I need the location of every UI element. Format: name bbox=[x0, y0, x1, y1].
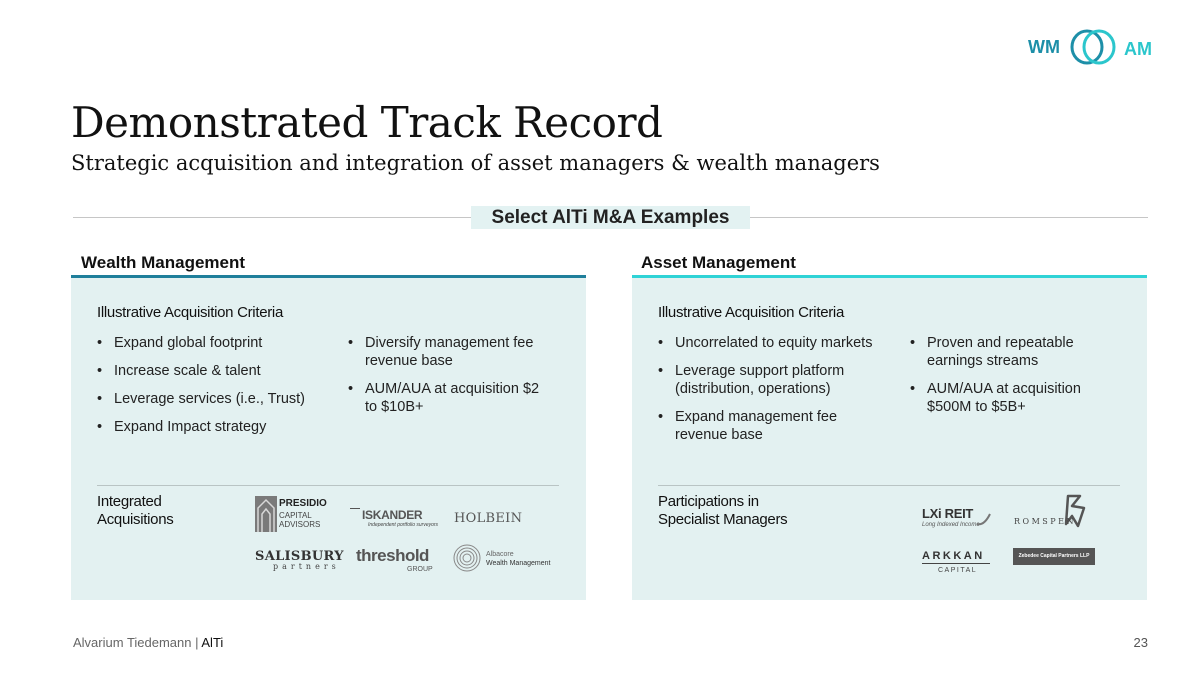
brand-am-text: AM bbox=[1124, 39, 1152, 59]
wealth-footer-line2: Acquisitions bbox=[97, 511, 174, 528]
arkkan-name: ARKKAN bbox=[922, 550, 985, 562]
salisbury-tagline: partners bbox=[273, 562, 340, 571]
wealth-criteria-list-left bbox=[97, 334, 332, 446]
wealth-footer-heading bbox=[97, 493, 173, 529]
lxi-name: LXi REIT bbox=[922, 506, 974, 521]
page-subtitle: Strategic acquisition and integration of asset managers & wealth managers bbox=[71, 151, 880, 175]
brand-logo bbox=[1026, 28, 1156, 66]
list-item: • Increase scale & talent bbox=[97, 362, 332, 380]
page-number: 23 bbox=[1133, 635, 1148, 650]
list-item: • AUM/AUA at acquisition $500M to $5B+ bbox=[910, 380, 1110, 416]
threshold-name: threshold bbox=[356, 546, 429, 565]
iskander-mark-icon bbox=[350, 508, 360, 514]
list-item: • Uncorrelated to equity markets bbox=[658, 334, 883, 352]
lxi-reit-logo bbox=[922, 506, 992, 530]
arkkan-logo bbox=[922, 550, 992, 578]
wealth-criteria-heading: Illustrative Acquisition Criteria bbox=[97, 304, 284, 321]
presidio-line3: ADVISORS bbox=[279, 520, 321, 529]
list-item: • Expand global footprint bbox=[97, 334, 332, 352]
wealth-criteria-list-right bbox=[348, 334, 553, 426]
list-item: • AUM/AUA at acquisition $2 to $10B+ bbox=[348, 380, 553, 416]
arkkan-rule bbox=[922, 563, 990, 564]
romspen-logo bbox=[1012, 494, 1092, 530]
brand-wm-text: WM bbox=[1028, 37, 1060, 57]
lxi-swoosh-icon bbox=[976, 512, 992, 526]
lxi-tagline: Long Indexed Income bbox=[922, 522, 980, 528]
presidio-line2: CAPITAL bbox=[279, 511, 312, 520]
romspen-name: ROMSPEN bbox=[1014, 517, 1076, 526]
asset-criteria-heading: Illustrative Acquisition Criteria bbox=[658, 304, 845, 321]
page-title: Demonstrated Track Record bbox=[71, 98, 663, 147]
asset-criteria-list-right bbox=[910, 334, 1110, 426]
list-item: • Diversify management fee revenue base bbox=[348, 334, 553, 370]
iskander-tagline: Independent portfolio surveyors bbox=[368, 522, 439, 528]
footer-company-short: AlTi bbox=[201, 635, 224, 650]
presidio-logo bbox=[255, 496, 327, 532]
asset-heading: Asset Management bbox=[641, 253, 796, 272]
threshold-logo bbox=[356, 546, 432, 576]
iskander-logo bbox=[350, 508, 440, 530]
asset-footer-divider bbox=[658, 485, 1120, 486]
salisbury-name: SALISBURY bbox=[255, 549, 344, 564]
presidio-bridge-icon bbox=[255, 496, 277, 532]
list-item: • Proven and repeatable earnings streams bbox=[910, 334, 1110, 370]
arkkan-tagline: CAPITAL bbox=[938, 567, 978, 574]
rings-icon bbox=[1068, 28, 1118, 66]
list-item: • Expand management fee revenue base bbox=[658, 408, 883, 444]
zebedee-logo: Zebedee Capital Partners LLP bbox=[1013, 548, 1095, 565]
asset-criteria-list-left bbox=[658, 334, 883, 454]
footer-company-name: Alvarium Tiedemann | bbox=[73, 635, 202, 650]
asset-footer-heading bbox=[658, 493, 787, 529]
holbein-logo: HOLBEIN bbox=[454, 511, 523, 526]
albacore-circles-icon bbox=[453, 544, 481, 572]
albacore-logo bbox=[453, 544, 553, 572]
asset-footer-line2: Specialist Managers bbox=[658, 511, 788, 528]
albacore-line1: Albacore bbox=[486, 551, 514, 558]
threshold-tagline: GROUP bbox=[407, 566, 433, 573]
presidio-name: PRESIDIO bbox=[279, 498, 327, 509]
wealth-footer-divider bbox=[97, 485, 559, 486]
section-label: Select AlTi M&A Examples bbox=[471, 206, 750, 229]
wealth-heading: Wealth Management bbox=[81, 253, 246, 272]
iskander-name: ISKANDER bbox=[362, 508, 423, 522]
list-item: • Leverage services (i.e., Trust) bbox=[97, 390, 332, 408]
list-item: • Expand Impact strategy bbox=[97, 418, 332, 436]
albacore-line2: Wealth Management bbox=[486, 560, 551, 567]
list-item: • Leverage support platform (distribution, operations) bbox=[658, 362, 883, 398]
salisbury-logo bbox=[255, 549, 344, 571]
asset-footer-line1: Participations in bbox=[658, 493, 759, 510]
wealth-footer-line1: Integrated bbox=[97, 493, 162, 510]
footer-company bbox=[73, 635, 223, 650]
